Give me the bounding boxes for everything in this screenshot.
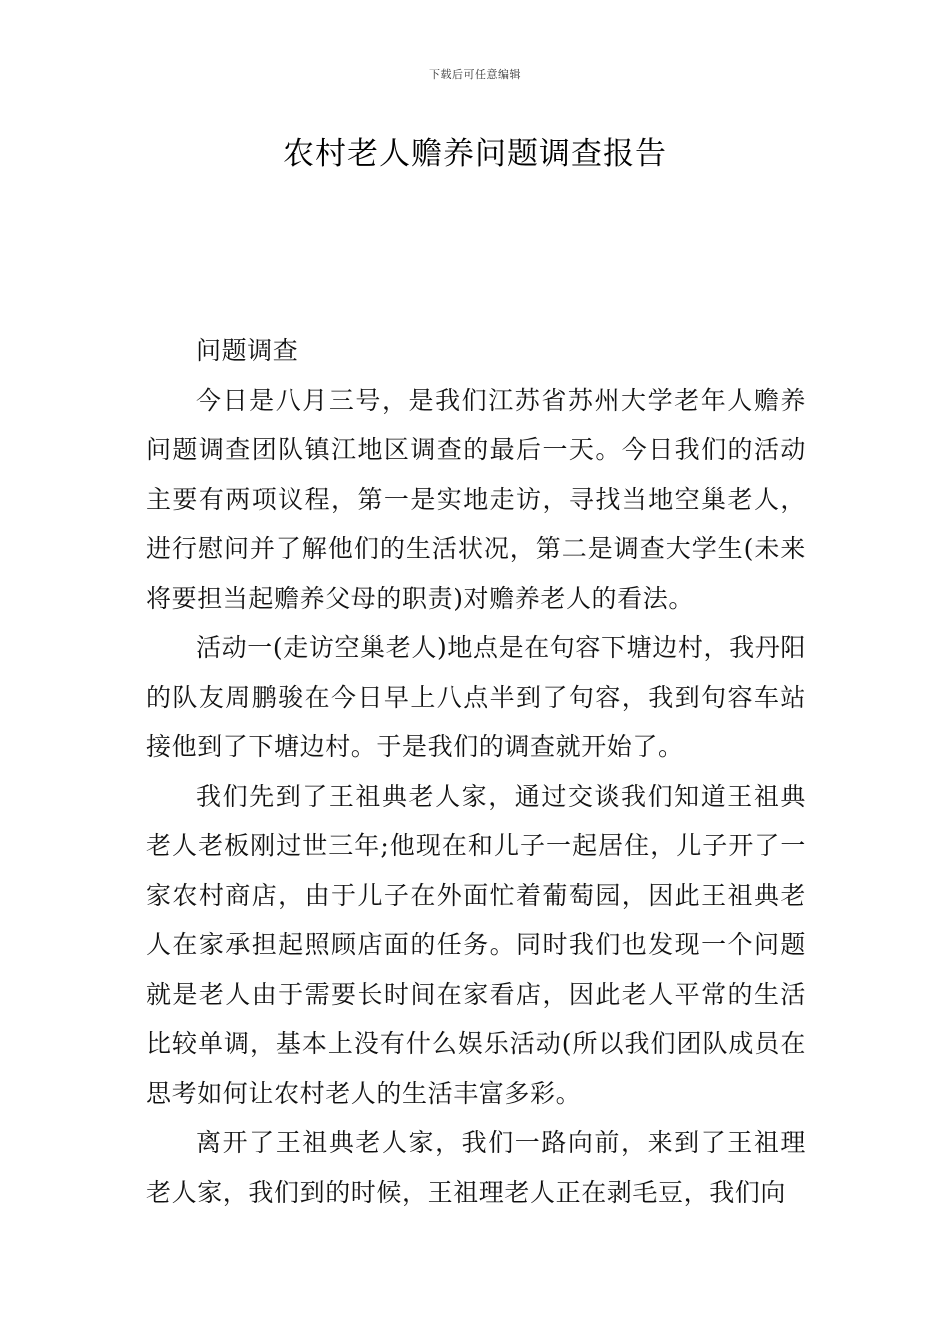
document-body <box>146 326 806 1217</box>
paragraph: 离开了王祖典老人家，我们一路向前，来到了王祖理老人家，我们到的时候，王祖理老人正在剥毛豆，我们向 <box>146 1128 806 1207</box>
section-heading: 问题调查 <box>196 336 299 365</box>
document-title: 农村老人赡养问题调查报告 <box>283 136 667 172</box>
paragraph: 活动一(走访空巢老人)地点是在句容下塘边村，我丹阳的队友周鹏骏在今日早上八点半到了句容，我到句容车站接他到了下塘边村。于是我们的调查就开始了。 <box>146 633 806 761</box>
paragraph: 今日是八月三号，是我们江苏省苏州大学老年人赡养问题调查团队镇江地区调查的最后一天。今日我们的活动主要有两项议程，第一是实地走访，寻找当地空巢老人，进行慰问并了解他们的生活状况，第二是调查大学生(未来将要担当起赡养父母的职责)对赡养老人的看法。 <box>146 385 806 613</box>
header-note: 下载后可任意编辑 <box>429 68 521 81</box>
paragraph: 我们先到了王祖典老人家，通过交谈我们知道王祖典老人老板刚过世三年;他现在和儿子一起居住，儿子开了一家农村商店，由于儿子在外面忙着葡萄园，因此王祖典老人在家承担起照顾店面的任务。同时我们也发现一个问题就是老人由于需要长时间在家看店，因此老人平常的生活比较单调，基本上没有什么娱乐活动(所以我们团队成员在思考如何让农村老人的生活丰富多彩。 <box>146 781 806 1108</box>
